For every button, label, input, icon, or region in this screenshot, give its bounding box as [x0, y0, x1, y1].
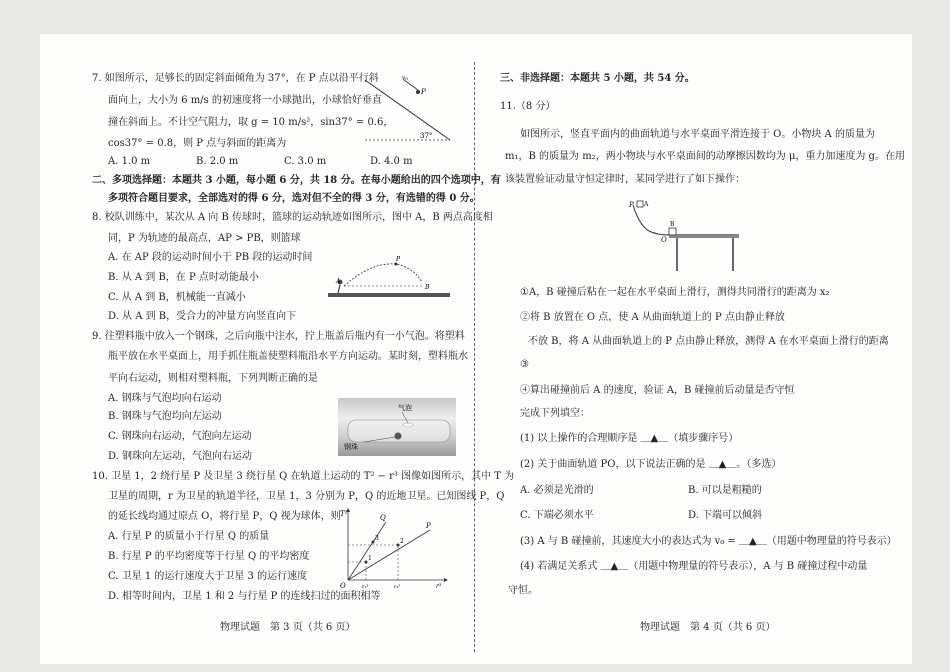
q11-option-a: A. 必须是光滑的 — [520, 485, 594, 496]
q11-apparatus-figure — [625, 195, 743, 273]
q11-sub4-line1: (4) 若满足关系式 ＿▲＿（用题中物理量的符号表示），A 与 B 碰撞过程中动量 — [520, 561, 868, 572]
q11-sub2: (2) 关于曲面轨道 PO，以下说法正确的是 ＿▲＿。（多选） — [520, 459, 782, 470]
q9-option-d: D. 钢珠向左运动，气泡向右运动 — [108, 451, 253, 462]
q10-line3: 的延长线均通过原点 O，将行星 P，Q 视为球体，则 — [108, 511, 341, 522]
q11-fig-a: A — [644, 201, 649, 208]
q9-option-a: A. 钢珠与气泡均向右运动 — [108, 393, 222, 404]
q11-step1: ①A，B 碰撞后粘在一起在水平桌面上滑行，测得共同滑行的距离为 x₂ — [520, 287, 830, 298]
q10-graph-point-1: 1 — [368, 555, 372, 562]
q7-line2: 面向上，大小为 6 m/s 的初速度将一小球抛出，小球恰好垂直 — [108, 95, 382, 106]
q7-option-b: B. 2.0 m — [196, 156, 239, 167]
q11-step3-marker: ③ — [520, 359, 529, 370]
q8-option-d: D. 从 A 到 B，受合力的冲量方向竖直向下 — [108, 311, 297, 322]
q10-graph-tick-r1: r₁³ — [362, 584, 369, 590]
q8-option-b: B. 从 A 到 B，在 P 点时动能最小 — [108, 272, 259, 283]
page-divider — [474, 62, 475, 652]
q11-heading: 11.（8 分） — [500, 101, 556, 112]
q10-option-b: B. 行星 P 的平均密度等于行星 Q 的平均密度 — [108, 551, 310, 562]
q10-line2: 卫星的周期，r 为卫星的轨道半径，卫星 1，3 分别为 P，Q 的近地卫星。已知图线 P，Q — [108, 491, 505, 502]
q10-graph-point-3: 3 — [375, 535, 379, 542]
q11-option-c: C. 下端必须水平 — [520, 510, 594, 521]
q11-step2: ②将 B 放置在 O 点，使 A 从曲面轨道上的 P 点由静止释放 — [520, 312, 785, 323]
q10-graph-tick-r2: r₂³ — [394, 584, 401, 590]
q9-option-c: C. 钢珠向右运动，气泡向左运动 — [108, 431, 252, 442]
section2-line2: 多项符合题目要求，全部选对的得 6 分，选对但不全的得 3 分，有选错的得 0 分。 — [108, 193, 480, 204]
q8-line1: 8. 校队训练中，某次从 A 向 B 传球时，篮球的运动轨迹如图所示，图中 A，B 两点高度相 — [92, 212, 493, 223]
q11-intro-line1: 如图所示，竖直平面内的曲面轨道与水平桌面平滑连接于 O。小物块 A 的质量为 — [520, 129, 875, 140]
q11-option-b: B. 可以是粗糙的 — [688, 485, 762, 496]
q8-basketball-figure — [326, 252, 454, 302]
q10-graph-y-label: T² — [340, 510, 348, 518]
q7-option-d: D. 4.0 m — [370, 156, 413, 167]
q8-fig-a: A — [336, 278, 341, 285]
q9-bottle-photo — [338, 398, 456, 456]
q11-option-d: D. 下端可以倾斜 — [688, 510, 763, 521]
left-page-footer: 物理试题 第 3 页（共 6 页） — [220, 622, 356, 633]
q10-graph-origin: O — [340, 582, 346, 590]
q11-sub3: (3) A 与 B 碰撞前，其速度大小的表达式为 v₀ = ＿▲＿（用题中物理量的符号表示） — [520, 536, 897, 547]
q10-graph-line-p: P — [426, 522, 431, 530]
q8-fig-p: P — [396, 256, 401, 263]
q10-option-d: D. 相等时间内，卫星 1 和 2 与行星 P 的连线扫过的面积相等 — [108, 591, 381, 602]
q10-line1: 10. 卫星 1，2 绕行星 P 及卫星 3 绕行星 Q 在轨道上运动的 T² − r³ 图像如图所示，其中 T 为 — [92, 471, 515, 482]
q9-option-b: B. 钢珠与气泡均向左运动 — [108, 411, 222, 422]
q9-photo-ball-label: 钢珠 — [344, 443, 358, 451]
q9-line3: 平向右运动，则相对塑料瓶，下列判断正确的是 — [108, 373, 318, 384]
q11-sub1: (1) 以上操作的合理顺序是 ＿▲＿（填步骤序号） — [520, 433, 739, 444]
q7-fig-p: P — [421, 88, 426, 96]
q7-option-c: C. 3.0 m — [284, 156, 327, 167]
q8-fig-b: B — [425, 284, 430, 291]
section3-heading: 三、非选择题：本题共 5 小题，共 54 分。 — [500, 73, 695, 84]
q11-intro-line2: m₁，B 的质量为 m₂，两小物块与水平桌面间的动摩擦因数均为 μ，重力加速度为 g。在用 — [505, 151, 905, 162]
q7-line4: cos37° = 0.8，则 P 点与斜面的距离为 — [108, 138, 287, 149]
q10-option-c: C. 卫星 1 的运行速度大于卫星 3 的运行速度 — [108, 571, 308, 582]
q7-fig-angle: 37° — [420, 132, 433, 140]
q11-fig-b: B — [670, 221, 675, 228]
q11-step4: ④算出碰撞前后 A 的速度，验证 A，B 碰撞前后动量是否守恒 — [520, 385, 795, 396]
section2-line1: 二、多项选择题：本题共 3 小题，每小题 6 分，共 18 分。在每小题给出的四个选项中，有 — [92, 175, 501, 186]
q9-line1: 9. 往塑料瓶中放入一个钢珠，之后向瓶中注水，拧上瓶盖后瓶内有一小气泡。将塑料 — [92, 331, 465, 342]
q10-option-a: A. 行星 P 的质量小于行星 Q 的质量 — [108, 531, 270, 542]
q9-photo-bubble-label: 气泡 — [398, 404, 412, 412]
q11-step3-text: 不放 B，将 A 从曲面轨道上的 P 点由静止释放，测得 A 在水平桌面上滑行的距离 — [528, 336, 889, 347]
q11-intro-line3: 该装置验证动量守恒定律时，某同学进行了如下操作： — [505, 174, 745, 185]
q8-line2: 同，P 为轨迹的最高点，AP > PB，则篮球 — [108, 233, 301, 244]
q7-option-a: A. 1.0 m — [108, 156, 151, 167]
q11-fig-p: P — [629, 201, 634, 209]
q7-fig-v0: v₀ — [402, 75, 408, 82]
q11-fig-o: O — [661, 236, 667, 244]
q7-line3: 撞在斜面上。不计空气阻力，取 g = 10 m/s²，sin37° = 0.6， — [108, 117, 394, 128]
right-page-footer: 物理试题 第 4 页（共 6 页） — [640, 622, 776, 633]
q7-incline-figure — [360, 72, 455, 142]
q8-option-a: A. 在 AP 段的运动时间小于 PB 段的运动时间 — [108, 252, 313, 263]
q10-t2-r3-graph — [340, 508, 448, 588]
q7-line1: 7. 如图所示，足够长的固定斜面倾角为 37°，在 P 点以沿平行斜 — [92, 73, 379, 84]
q11-fill-instruction: 完成下列填空： — [520, 408, 590, 419]
q8-option-c: C. 从 A 到 B，机械能一直减小 — [108, 292, 246, 303]
q10-graph-x-label: r³ — [436, 583, 442, 590]
q11-sub4-line2: 守恒。 — [508, 585, 538, 596]
q10-graph-point-2: 2 — [400, 538, 404, 545]
q9-line2: 瓶平放在水平桌面上，用手抓住瓶盖使塑料瓶沿水平方向运动。某时刻，塑料瓶水 — [108, 351, 468, 362]
q10-graph-line-q: Q — [380, 514, 386, 522]
